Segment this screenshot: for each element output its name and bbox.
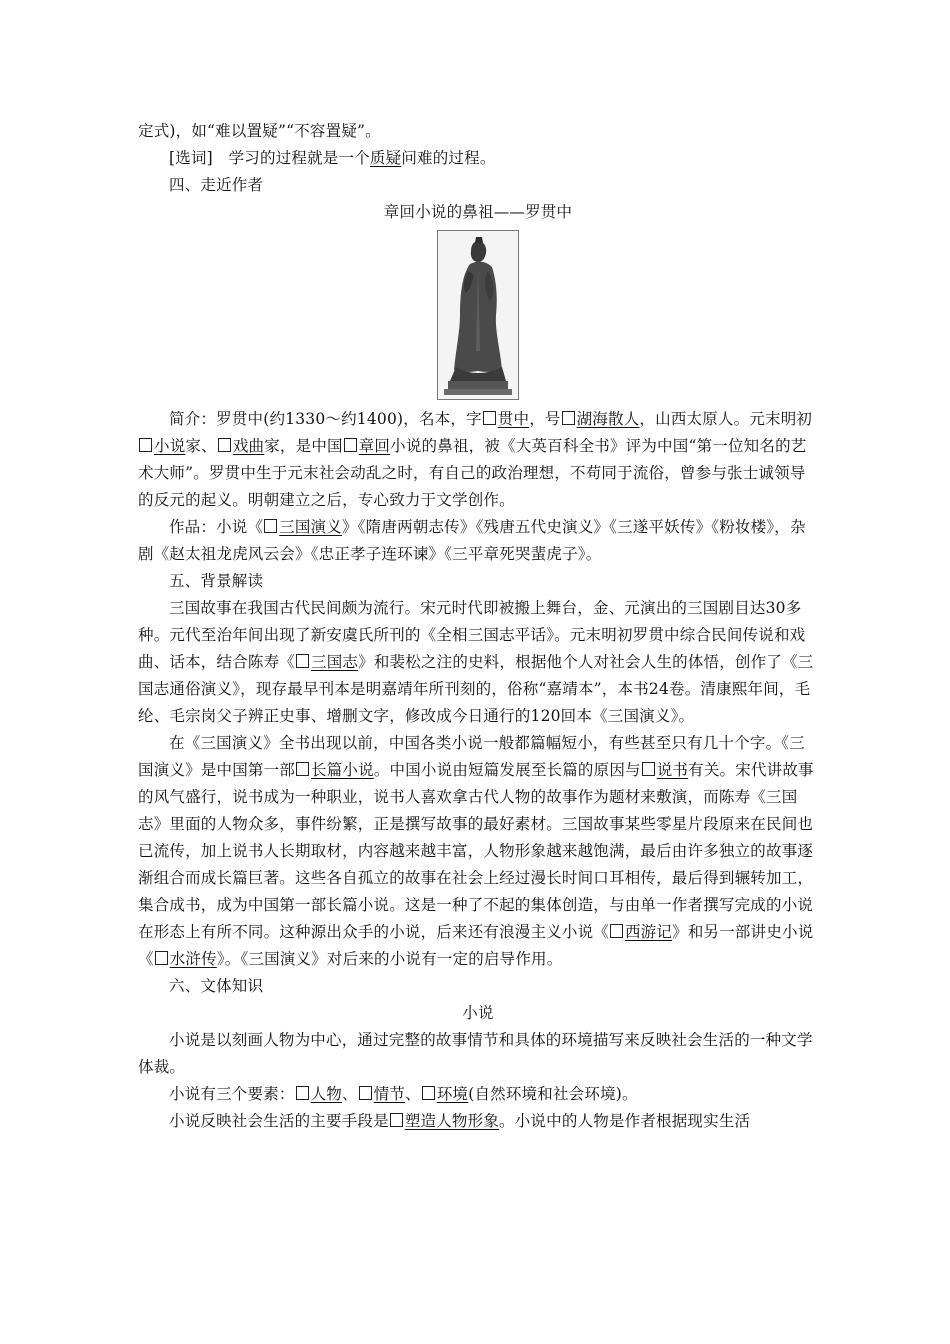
underlined-term: 小说 — [154, 437, 186, 455]
genre-title: 小说 — [462, 1004, 494, 1022]
blank-box-icon — [139, 438, 152, 452]
blank-box-icon — [218, 438, 231, 452]
underlined-term: 塑造人物形象 — [404, 1112, 500, 1130]
blank-box-icon — [642, 762, 655, 776]
blank-box-icon — [264, 519, 277, 533]
blank-box-icon — [359, 1086, 372, 1100]
section-heading-author: 四、走近作者 — [169, 176, 264, 194]
blank-box-icon — [155, 951, 168, 965]
blank-box-icon — [610, 924, 623, 938]
author-title: 章回小说的鼻祖——罗贯中 — [383, 203, 573, 221]
underlined-term: 人物 — [310, 1085, 343, 1103]
underlined-term: 环境 — [436, 1085, 469, 1103]
paragraph-background-1: 三国故事在我国古代民间颇为流行。宋元时代即被搬上舞台，金、元演出的三国剧目达30多种。元代至治年间出现了新安虞氏所刊的《全相三国志平话》。元末明初罗贯中综合民间传说和戏曲、话本，结合陈寿《 三国志》和裴松之注的史料，根据他个人对社会人生的体悟，创作了《三国志通俗演义》，现存最早刊本是明嘉靖年所刊刻的，俗称“嘉靖本”，本书24卷。清康熙年间，毛纶、毛宗岗父子辨正史事、增删文字，修改成今日通行的120回本《三国演义》。 — [138, 599, 814, 725]
author-portrait-image — [437, 230, 519, 400]
underlined-term: 戏曲 — [232, 437, 265, 455]
underlined-term: 质疑 — [369, 149, 402, 167]
underlined-term: 情节 — [373, 1085, 406, 1103]
underlined-term: 章回 — [358, 437, 391, 455]
blank-box-icon — [483, 411, 496, 425]
blank-box-icon — [562, 411, 575, 425]
underlined-term: 三国演义 — [279, 518, 343, 536]
blank-box-icon — [344, 438, 357, 452]
blank-box-icon — [296, 1086, 309, 1100]
section-heading-background: 五、背景解读 — [169, 572, 264, 590]
blank-box-icon — [422, 1086, 435, 1100]
paragraph-genre-definition: 小说是以刻画人物为中心，通过完整的故事情节和具体的环境描写来反映社会生活的一种文学体裁。 — [138, 1031, 813, 1076]
underlined-term: 三国志 — [311, 653, 359, 671]
paragraph-continued: 定式)，如“难以置疑”“不容置疑”。 — [138, 122, 381, 140]
paragraph-genre-means: 小说反映社会生活的主要手段是 塑造人物形象。小说中的人物是作者根据现实生活 — [169, 1112, 751, 1130]
paragraph-word-choice: [选词] 学习的过程就是一个质疑问难的过程。 — [169, 149, 496, 167]
underlined-term: 贯中 — [497, 410, 530, 428]
statue-icon — [438, 231, 518, 399]
paragraph-works: 作品：小说《 三国演义》《隋唐两朝志传》《残唐五代史演义》《三遂平妖传》《粉妆楼》，杂剧《赵太祖龙虎风云会》《忠正孝子连环谏》《三平章死哭蜚虎子》。 — [138, 518, 806, 563]
document-page — [138, 118, 818, 1135]
section-heading-genre: 六、文体知识 — [169, 977, 264, 995]
underlined-term: 西游记 — [625, 923, 673, 941]
paragraph-genre-elements: 小说有三个要素： 人物、 情节、 环境(自然环境和社会环境)。 — [169, 1085, 638, 1103]
blank-box-icon — [390, 1113, 403, 1127]
underlined-term: 湖海散人 — [576, 410, 640, 428]
blank-box-icon — [296, 654, 309, 668]
paragraph-background-2: 在《三国演义》全书出现以前，中国各类小说一般都篇幅短小，有些甚至只有几十个字。《三国演义》是中国第一部 长篇小说。中国小说由短篇发展至长篇的原因与 说书有关。宋代讲故事的风气盛行，说书成为一种职业，说书人喜欢拿古代人物的故事作为题材来敷演，而陈寿《三国志》里面的人物众多，事件纷繁，正是撰写故事的最好素材。三国故事某些零星片段原来在民间也已流传，加上说书人长期取材，内容越来越丰富，人物形象越来越饱满，最后由许多独立的故事逐渐组合而成长篇巨著。这些各自孤立的故事在社会上经过漫长时间口耳相传，最后得到辗转加工，集合成书，成为中国第一部长篇小说。这是一种了不起的集体创造，与由单一作者撰写完成的小说在形态上有所不同。这种源出众手的小说，后来还有浪漫主义小说《 西游记》和另一部讲史小说《 水浒传》。《三国演义》对后来的小说有一定的启导作用。 — [138, 734, 814, 968]
underlined-term: 水浒传 — [169, 950, 217, 968]
underlined-term: 长篇小说 — [311, 761, 374, 779]
blank-box-icon — [296, 762, 309, 776]
paragraph-introduction: 简介：罗贯中(约1330～约1400)，名本，字 贯中，号 湖海散人，山西太原人。元末明初小说家、 戏曲家，是中国 章回小说的鼻祖，被《大英百科全书》评为中国“第一位知名的艺术大师”。罗贯中生于元末社会动乱之时，有自己的政治理想，不苟同于流俗，曾参与张士诚领导的反元的起义。明朝建立之后，专心致力于文学创作。 — [138, 410, 813, 509]
underlined-term: 说书 — [656, 761, 689, 779]
